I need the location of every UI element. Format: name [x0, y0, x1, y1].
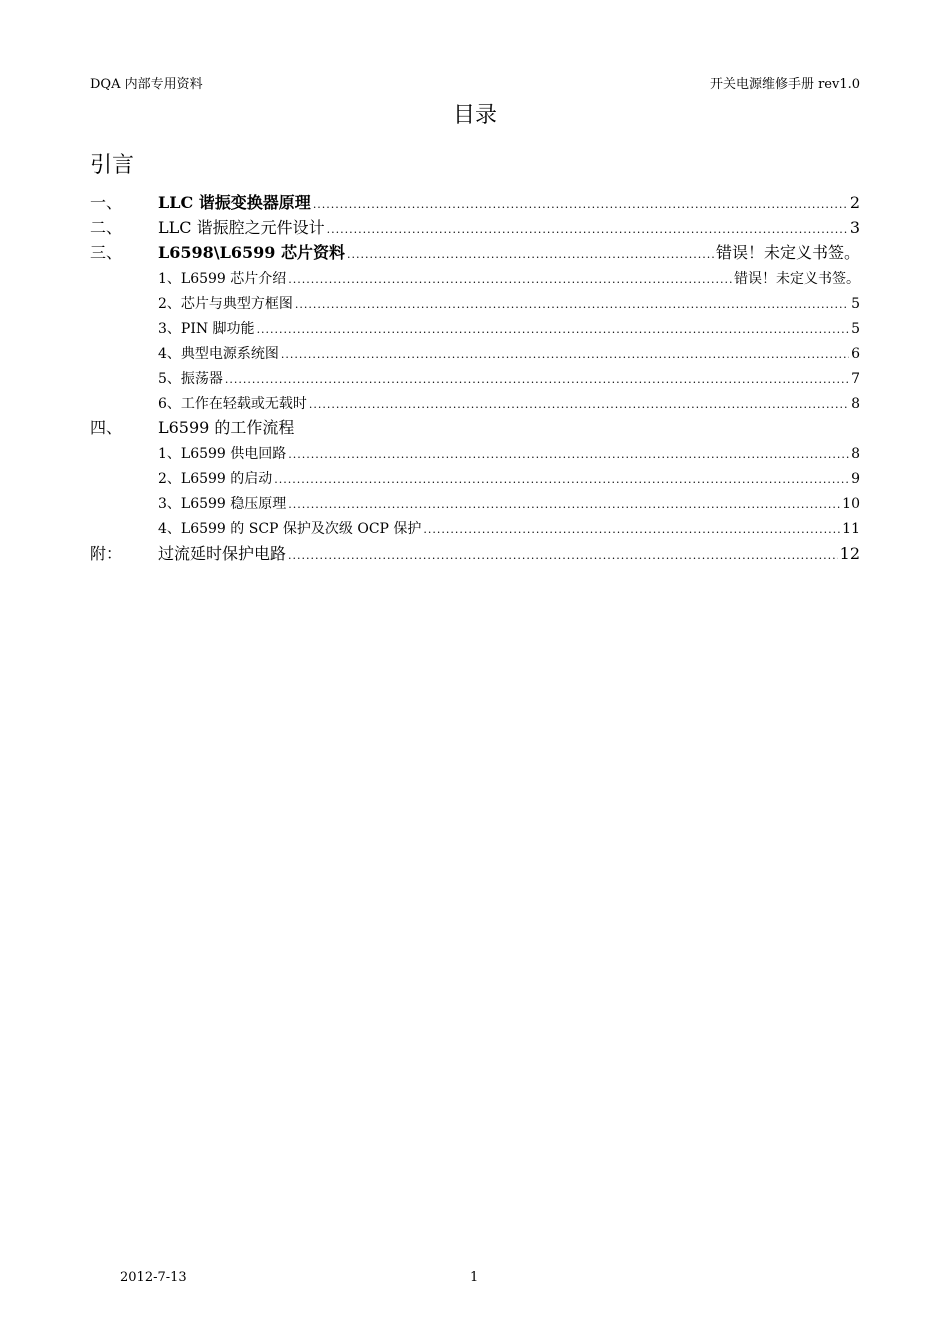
- toc-entry-number: 附：: [90, 544, 123, 563]
- toc-entry-number: 四、: [90, 418, 123, 437]
- header-left-text: DQA 内部专用资料: [90, 77, 203, 92]
- toc-entry-page: 错误！未定义书签。: [715, 243, 860, 262]
- toc-entry-page: 5: [851, 296, 860, 312]
- toc-entry-page: 9: [851, 471, 860, 487]
- toc-subentry-3-3[interactable]: [90, 318, 860, 338]
- toc-dot-leader: [288, 271, 732, 287]
- toc-entry-label: LLC 谐振变换器原理: [158, 193, 311, 212]
- toc-entry-page: 12: [839, 544, 860, 563]
- toc-dot-leader: [225, 371, 849, 387]
- toc-entry-appendix[interactable]: [90, 541, 860, 564]
- toc-entry-label: 5、振荡器: [158, 371, 223, 387]
- toc-entry-label: LLC 谐振腔之元件设计: [158, 218, 325, 237]
- toc-entry-label: 4、L6599 的 SCP 保护及次级 OCP 保护: [158, 521, 422, 537]
- header-right-text: 开关电源维修手册 rev1.0: [709, 77, 860, 92]
- toc-entry-2[interactable]: [90, 215, 860, 238]
- toc-subentry-3-6[interactable]: [90, 393, 860, 413]
- toc-dot-leader: [288, 544, 838, 563]
- toc-entry-number: 一、: [90, 193, 123, 212]
- footer-page-number: 1: [470, 1270, 479, 1285]
- toc-subentry-3-5[interactable]: [90, 368, 860, 388]
- toc-entry-label: 6、工作在轻载或无载时: [158, 396, 307, 412]
- toc-dot-leader: [257, 321, 850, 337]
- toc-entry-page: 2: [849, 193, 860, 212]
- toc-entry-page: 8: [851, 396, 860, 412]
- toc-entry-page: 11: [842, 521, 860, 537]
- toc-dot-leader: [274, 471, 849, 487]
- toc-dot-leader: [347, 243, 714, 262]
- toc-entry-number: 三、: [90, 243, 123, 262]
- toc-subentry-3-4[interactable]: [90, 343, 860, 363]
- toc-dot-leader: [313, 193, 848, 212]
- toc-dot-leader: [288, 496, 840, 512]
- toc-subentry-4-2[interactable]: [90, 468, 860, 488]
- toc-dot-leader: [309, 396, 849, 412]
- toc-entry-page: 错误！未定义书签。: [734, 271, 860, 287]
- toc-entry-page: 8: [851, 446, 860, 462]
- toc-entry-label: L6598\L6599 芯片资料: [158, 243, 345, 262]
- toc-dot-leader: [423, 521, 840, 537]
- toc-entry-label: 1、L6599 芯片介绍: [158, 271, 287, 287]
- toc-dot-leader: [288, 446, 849, 462]
- toc-entry-label: 2、芯片与典型方框图: [158, 296, 293, 312]
- footer-date: 2012-7-13: [120, 1270, 187, 1285]
- toc-entry-label: 过流延时保护电路: [158, 544, 287, 563]
- toc-entry-1[interactable]: [90, 190, 860, 213]
- toc-entry-page: 3: [849, 218, 860, 237]
- toc-entry-label: 1、L6599 供电回路: [158, 446, 287, 462]
- toc-entry-number: 二、: [90, 218, 123, 237]
- toc-dot-leader: [281, 346, 849, 362]
- page-title: 目录: [452, 103, 497, 128]
- toc-entry-label: 3、PIN 脚功能: [158, 321, 255, 337]
- toc-dot-leader: [327, 218, 848, 237]
- toc-entry-label: 4、典型电源系统图: [158, 346, 279, 362]
- toc-entry-label: L6599 的工作流程: [158, 418, 295, 437]
- toc-subentry-4-1[interactable]: [90, 443, 860, 463]
- toc-subentry-3-2[interactable]: [90, 293, 860, 313]
- toc-entry-page: 5: [851, 321, 860, 337]
- toc-entry-label: 3、L6599 稳压原理: [158, 496, 287, 512]
- toc-entry-3[interactable]: [90, 240, 860, 263]
- toc-intro-heading: 引言: [90, 153, 135, 178]
- toc-entry-page: 10: [842, 496, 860, 512]
- toc-subentry-4-3[interactable]: [90, 493, 860, 513]
- toc-entry-4[interactable]: [90, 415, 860, 438]
- toc-dot-leader: [295, 296, 849, 312]
- toc-subentry-4-4[interactable]: [90, 518, 860, 538]
- toc-subentry-3-1[interactable]: [90, 268, 860, 288]
- toc-entry-page: 7: [851, 371, 860, 387]
- toc-entry-page: 6: [851, 346, 860, 362]
- toc-entry-label: 2、L6599 的启动: [158, 471, 273, 487]
